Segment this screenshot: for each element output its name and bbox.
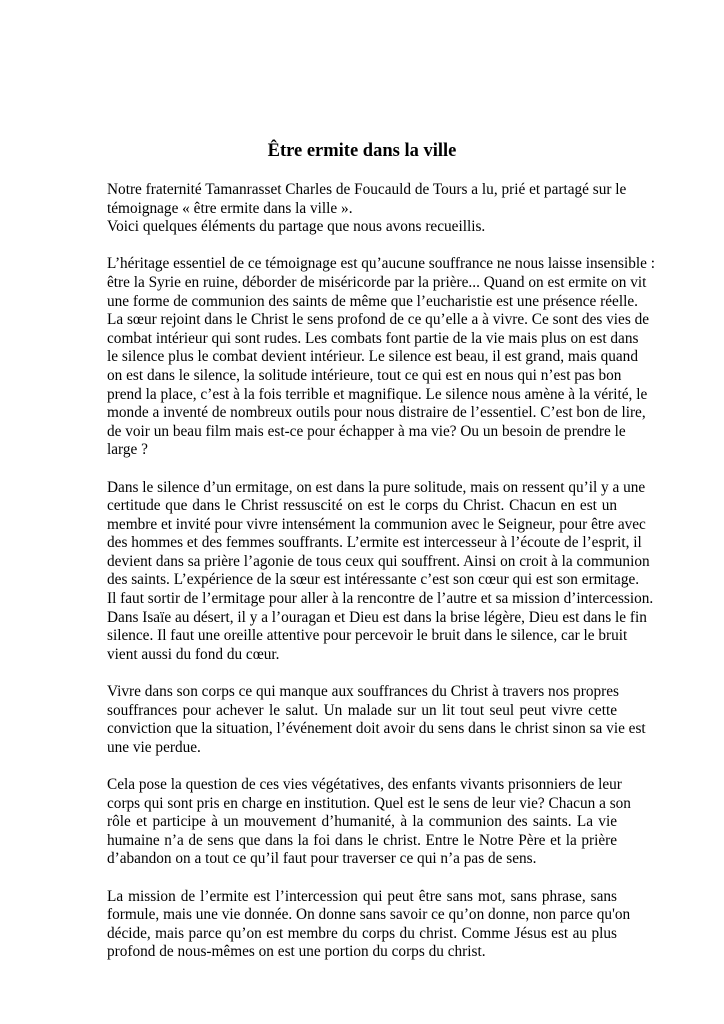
text-line: large ? [107,441,148,459]
text-line: Dans Isaïe au désert, il y a l’ouragan et Dieu est dans la brise légère, Dieu est dans le fin [107,608,647,626]
text-line: formule, mais une vie donnée. On donne sans savoir ce qu’on donne, non parce qu'on [107,906,631,924]
text-line: certitude que dans le Christ ressuscité on est le corps du Christ. Chacun en est un [107,497,617,515]
text-line: corps qui sont pris en charge en institution. Quel est le sens de leur vie? Chacun a son [107,794,631,812]
text-line: La mission de l’ermite est l’intercession qui peut être sans mot, sans phrase, sans [107,887,617,905]
paragraph [107,776,631,869]
text-line: silence. Il faut une oreille attentive pour percevoir le bruit dans le silence, car le bruit [107,627,628,645]
text-line: La sœur rejoint dans le Christ le sens profond de ce qu’elle a à vivre. Ce sont des vies de [107,311,650,329]
text-line: Dans le silence d’un ermitage, on est dans la pure solitude, mais on ressent qu’il y a une [107,478,646,496]
text-line: on est dans le silence, la solitude intérieure, tout ce qui est en nous qui n’est pas bon [107,366,622,384]
text-line: une forme de communion des saints de même que l’eucharistie est une présence réelle. [107,292,638,310]
paragraph [107,478,654,665]
text-line: profond de nous-mêmes on est une portion du corps du christ. [107,943,486,961]
document-title: Être ermite dans la ville [267,141,457,162]
paragraph [107,887,631,962]
text-line: des hommes et des femmes souffrants. L’ermite est intercesseur à l’écoute de l’esprit, il [107,534,642,552]
text-line: décide, mais parce qu’on est membre du corps du christ. Comme Jésus est au plus [107,924,617,942]
text-line: vient aussi du fond du cœur. [107,645,280,663]
text-line: humaine n’a de sens que dans la foi dans le christ. Entre le Notre Père et la prière [107,831,617,849]
text-line: de voir un beau film mais est-ce pour échapper à ma vie? Ou un besoin de prendre le [107,422,626,440]
text-line: membre et invité pour vivre intensément la communion avec le Seigneur, pour être avec [107,515,646,533]
text-line: souffrances pour achever le salut. Un malade sur un lit tout seul peut vivre cette [107,701,617,719]
text-line: Notre fraternité Tamanrasset Charles de Foucauld de Tours a lu, prié et partagé sur le [107,181,627,198]
document-body [107,181,655,981]
text-line: être la Syrie en ruine, déborder de miséricorde par la prière... Quand on est ermite on vit [107,273,647,291]
paragraph [107,683,646,757]
text-line: le silence plus le combat devient intérieur. Le silence est beau, il est grand, mais quand [107,348,638,366]
text-line: Vivre dans son corps ce qui manque aux souffrances du Christ à travers nos propres [107,683,619,701]
text-line: une vie perdue. [107,738,201,756]
text-line: Voici quelques éléments du partage que nous avons recueillis. [107,218,486,236]
text-line: témoignage « être ermite dans la ville ». [107,199,353,217]
text-line: des saints. L’expérience de la sœur est intéressante c’est son cœur qui est son ermitage. [107,571,640,589]
paragraph [107,181,627,237]
text-line: devient dans sa prière l’agonie de tous ceux qui souffrent. Ainsi on croit à la communion [107,552,650,570]
text-line: monde a inventé de nombreux outils pour nous distraire de l’essentiel. C’est bon de lire, [107,404,646,422]
text-line: prend la place, c’est à la fois terrible et magnifique. Le silence nous amène à la vérité, le [107,385,648,403]
text-line: conviction que la situation, l’événement doit avoir du sens dans le christ sinon sa vie est [107,720,646,738]
text-line: d’abandon on a tout ce qu’il faut pour traverser ce qui n’a pas de sens. [107,850,537,868]
text-line: combat intérieur qui sont rudes. Les combats font partie de la vie mais plus on est dans [107,329,639,347]
text-line: Il faut sortir de l’ermitage pour aller à la rencontre de l’autre et sa mission d’intercession. [107,590,654,608]
paragraph [107,255,655,460]
text-line: Cela pose la question de ces vies végétatives, des enfants vivants prisonniers de leur [107,776,622,793]
text-line: rôle et participe à un mouvement d’humanité, à la communion des saints. La vie [107,813,617,831]
text-line: L’héritage essentiel de ce témoignage est qu’aucune souffrance ne nous laisse insensible : [107,255,655,273]
